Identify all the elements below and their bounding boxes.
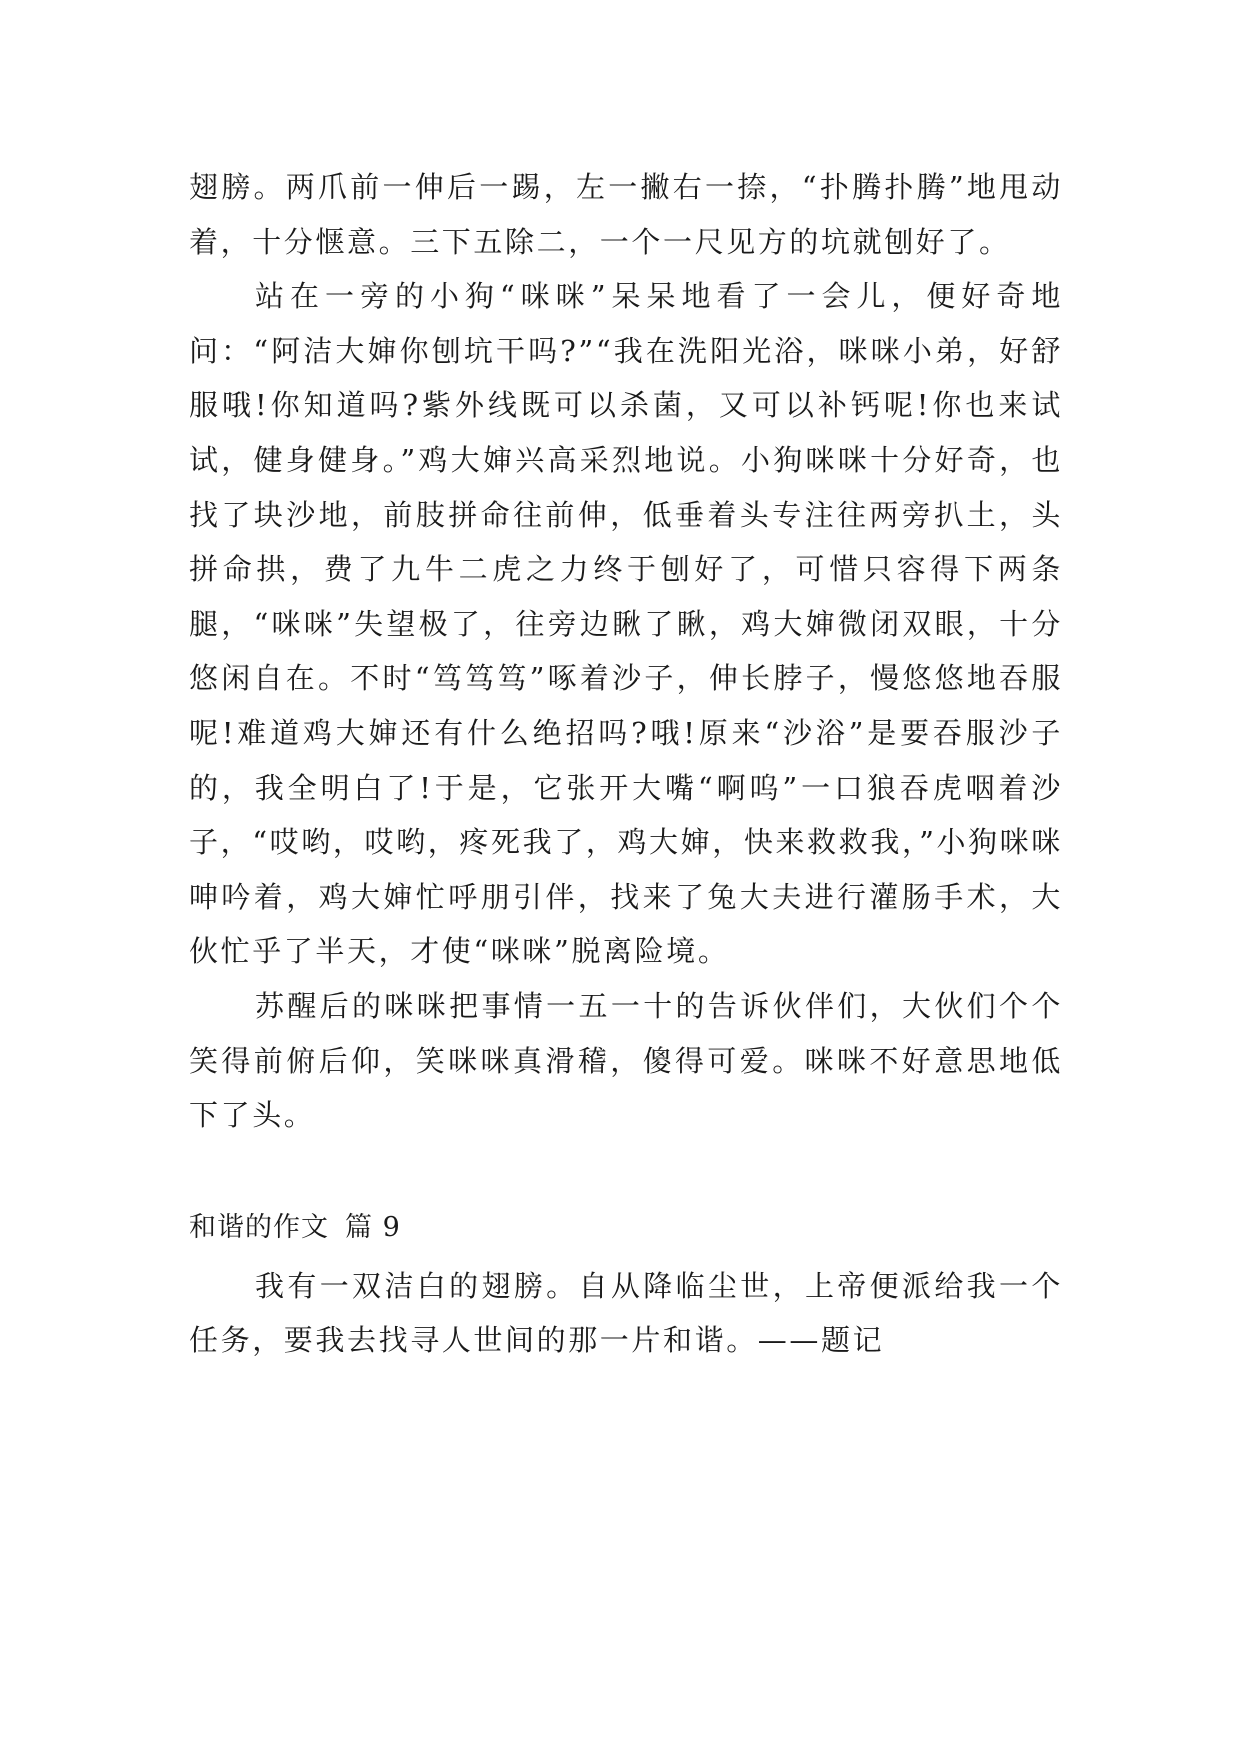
- document-body: [189, 160, 1063, 1368]
- section-heading: [189, 1204, 1063, 1252]
- section-number: 篇 9: [345, 1211, 401, 1243]
- paragraph-4: 我有一双洁白的翅膀。自从降临尘世，上帝便派给我一个任务，要我去找寻人世间的那一片和谐。——题记: [189, 1268, 1063, 1358]
- paragraph-2: 站在一旁的小狗“咪咪”呆呆地看了一会儿，便好奇地问：“阿洁大婶你刨坑干吗?”“我在洗阳光浴，咪咪小弟，好舒服哦!你知道吗?紫外线既可以杀菌，又可以补钙呢!你也来试试，健身健身。”鸡大婶兴高采烈地说。小狗咪咪十分好奇，也找了块沙地，前肢拼命往前伸，低垂着头专注往两旁扒土，头拼命拱，费了九牛二虎之力终于刨好了，可惜只容得下两条腿，“咪咪”失望极了，往旁边瞅了瞅，鸡大婶微闭双眼，十分悠闲自在。不时“笃笃笃”啄着沙子，伸长脖子，慢悠悠地吞服呢!难道鸡大婶还有什么绝招吗?哦!原来“沙浴”是要吞服沙子的，我全明白了!于是，它张开大嘴“啊呜”一口狼吞虎咽着沙子，“哎哟，哎哟，疼死我了，鸡大婶，快来救救我，”小狗咪咪呻吟着，鸡大婶忙呼朋引伴，找来了兔大夫进行灌肠手术，大伙忙乎了半天，才使“咪咪”脱离险境。: [189, 279, 1063, 969]
- section-title: 和谐的作文: [189, 1211, 329, 1243]
- paragraph-3: 苏醒后的咪咪把事情一五一十的告诉伙伴们，大伙们个个笑得前俯后仰，笑咪咪真滑稽，傻得可爱。咪咪不好意思地低下了头。: [189, 988, 1063, 1133]
- paragraph-1: 翅膀。两爪前一伸后一踢，左一撇右一捺，“扑腾扑腾”地甩动着，十分惬意。三下五除二，一个一尺见方的坑就刨好了。: [189, 170, 1063, 259]
